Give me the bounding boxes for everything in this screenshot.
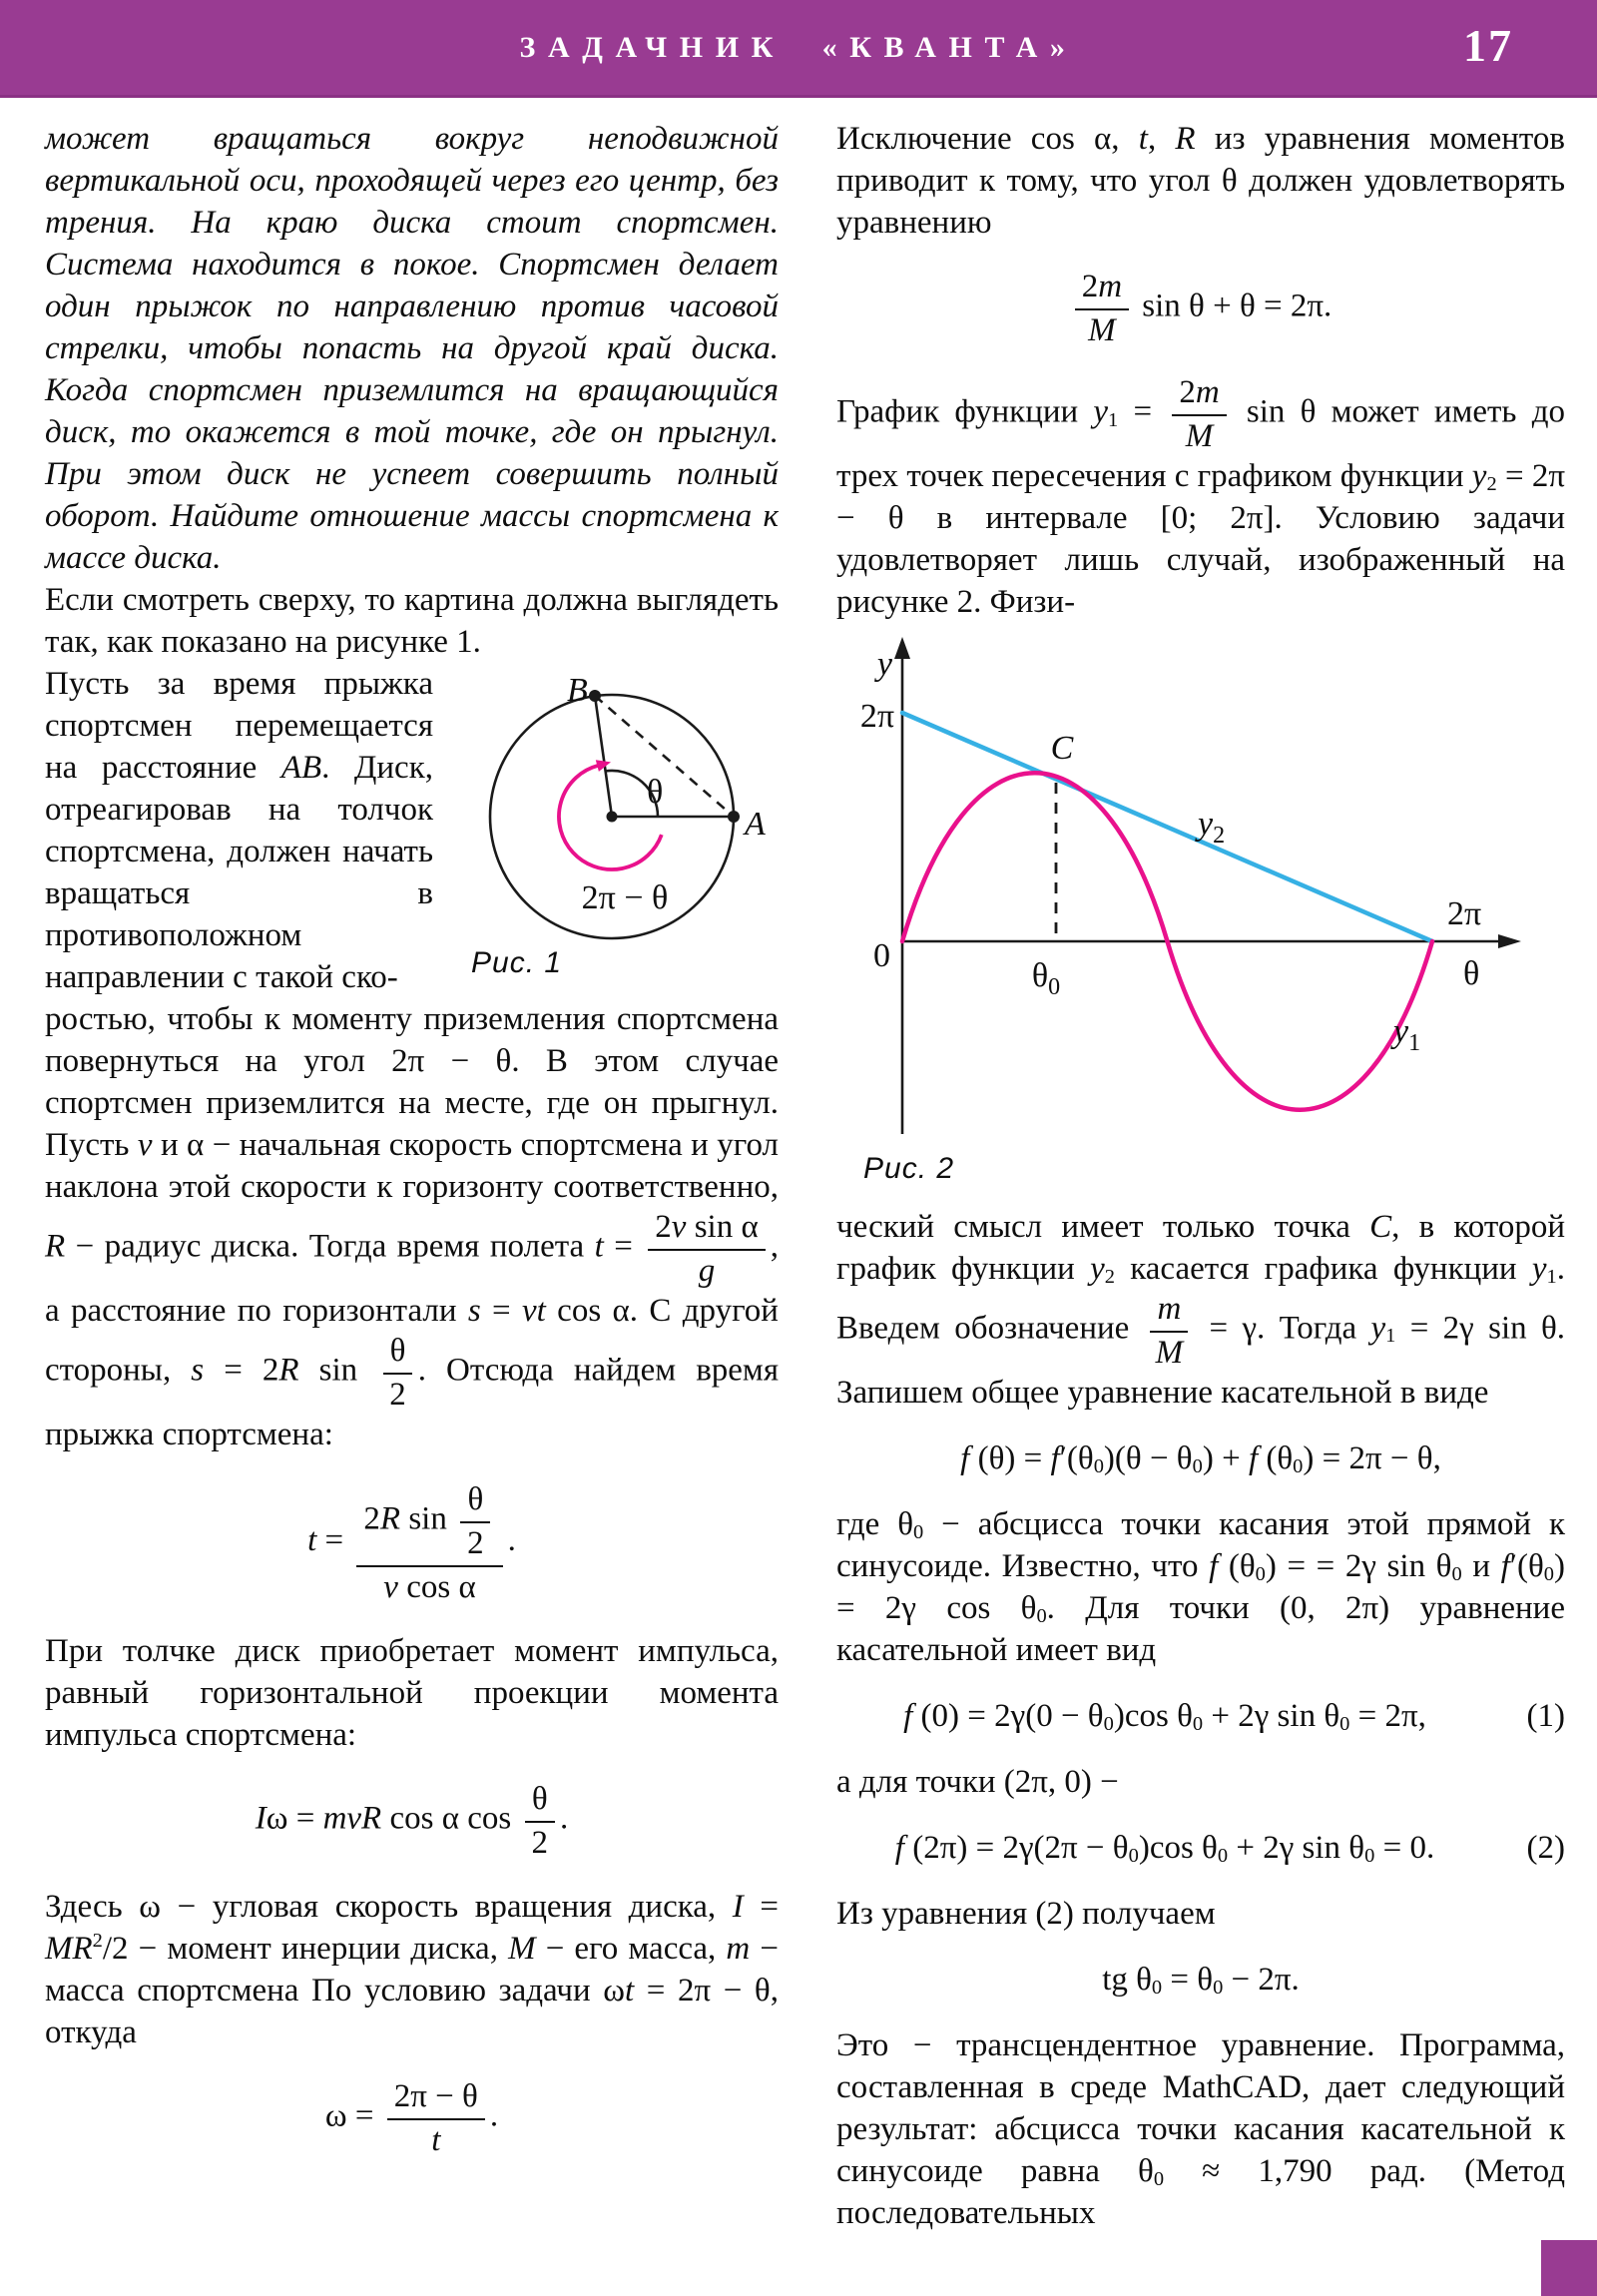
right-column bbox=[836, 118, 1565, 2234]
label-2pi-y: 2π bbox=[859, 697, 894, 735]
paragraph-top-view: Если смотреть сверху, то картина должна выглядеть так, как показано на рисунке 1. bbox=[45, 582, 779, 660]
label-theta: θ bbox=[647, 774, 664, 811]
label-B: B bbox=[567, 672, 588, 709]
paragraph-mathcad-result: Это − трансцендентное уравнение. Программа, составленная в среде MathCAD, дает следующий результат: абсцисса точки касания касательной к синусоиде равна $\theta_0 \approx 1,790$ рад. (Метод последовательных bbox=[836, 2026, 1565, 2231]
label-theta-axis: θ bbox=[1463, 954, 1480, 992]
point-A-dot bbox=[728, 811, 740, 823]
equation-1-body: f $(0) = 2\gamma(0 - \theta_0)\cos$ $\theta_0 + 2\gamma$ $\sin \theta_0 = 2\pi$, bbox=[903, 1697, 1426, 1735]
paragraph-for-point: а для точки (2π, 0) − bbox=[836, 1763, 1119, 1800]
paragraph-tangency: ческий смысл имеет только точка C, в которой график функции $y_2$ касается графика функции $y_1$. Введем обозначение $\frac{m}{M}$ = γ. Тогда $y_1 = 2\gamma$ sin θ. Запишем общее уравнение касательной в виде bbox=[836, 1208, 1566, 1411]
paragraph-graph-intersections: График функции $y_1$ = $\frac{2m}{M}$ sin θ может иметь до трех точек пересечения с графиком функции $y_2 = 2\pi - \theta$ в интервале [0; 2π]. Условию задачи удовлетворяет лишь случай, изображенный на рисунке 2. Физи- bbox=[836, 373, 1565, 620]
label-theta0: $\theta_0$ bbox=[1031, 956, 1061, 1000]
radius-OB bbox=[595, 696, 612, 817]
equation-2-body: f $(2\pi) = 2\gamma(2\pi - \theta_0)\cos$ $\theta_0 + 2\gamma$ $\sin \theta_0 = 0$. bbox=[894, 1829, 1435, 1867]
equation-1-number: (1) bbox=[1526, 1697, 1565, 1734]
label-origin: 0 bbox=[873, 936, 890, 974]
point-B-dot bbox=[589, 690, 601, 702]
line-y2 bbox=[902, 713, 1432, 941]
equation-2-number: (2) bbox=[1526, 1829, 1565, 1866]
paragraph-from-eq2: Из уравнения (2) получаем bbox=[836, 1895, 1216, 1932]
equation-transcendental: tg $\theta_0 = \theta_0 - 2\pi$. bbox=[1102, 1961, 1300, 1999]
equation-angular-momentum: Iω = mvR cos α cos $\frac{\theta}{2}$ . bbox=[255, 1780, 569, 1861]
paragraph-known-derivatives: где $\theta_0$ − абсцисса точки касания этой прямой к синусоиде. Известно, что f $(\theta_0)$ = = 2γ $\sin \theta_0$ и $f'(\theta_0) = 2\gamma$ $\cos \theta_0$. Для точки (0, 2π) уравнение касательной имеет вид bbox=[836, 1505, 1565, 1668]
figure-2-graph bbox=[846, 635, 1545, 1144]
paragraph-elimination: Исключение cos α, t, R из уравнения моментов приводит к тому, что угол θ должен удовлетворять уравнению bbox=[836, 121, 1565, 241]
x-axis-arrow-icon bbox=[1498, 934, 1521, 948]
equation-omega: ω = $\frac{2\pi - \theta}{t}$ . bbox=[324, 2077, 499, 2158]
equation-moments: $\frac{2m}{M}$ sin θ + θ = 2π. bbox=[836, 268, 1565, 349]
page-header bbox=[0, 0, 1597, 98]
label-2pi-x: 2π bbox=[1447, 894, 1482, 932]
center-dot bbox=[607, 812, 618, 823]
figure-1 bbox=[449, 665, 779, 986]
chord-BA-dashed bbox=[595, 696, 734, 817]
figure-2 bbox=[836, 635, 1565, 1190]
journal-section-title: ЗАДАЧНИК «КВАНТА» bbox=[519, 31, 1078, 64]
label-y-axis: y bbox=[876, 645, 892, 683]
left-column bbox=[45, 118, 779, 2182]
equation-flight-time: t = 2R sin $\frac{\theta}{2}$ v cos α . bbox=[307, 1480, 516, 1605]
page-corner-mark bbox=[1541, 2240, 1597, 2296]
paragraph-omega-definition: Здесь ω − угловая скорость вращения диска, $I = MR^2/2$ − момент инерции диска, M − его масса, m − масса спортсмена По условию задачи ωt = 2π − θ, откуда bbox=[45, 1888, 779, 2050]
label-C: C bbox=[1050, 729, 1074, 767]
label-angle-2pi-theta: 2π − θ bbox=[581, 879, 669, 916]
paragraph-flight: ростью, чтобы к моменту приземления спортсмена повернуться на угол 2π − θ. В этом случае спортсмен приземлится на месте, где он прыгнул. Пусть v и α − начальная скорость спортсмена и угол наклона этой скорости к горизонту соответственно, R − радиус диска. Тогда время полета t = $\frac{\text{2v sin α}}{g}$ , а расстояние по горизонтали s = vt cos α. С другой стороны, s = 2R sin $\frac{\theta}{2}$ . Отсюда найдем время прыжка спортсмена: bbox=[45, 1001, 779, 1452]
problem-statement: может вращаться вокруг неподвижной вертикальной оси, проходящей через его центр, без трения. На краю диска стоит спортсмен. Система находится в покое. Спортсмен делает один прыжок по направлению против часовой стрелки, чтобы попасть на другой край диска. Когда спортсмен приземлится на вращающийся диск, то окажется в той точке, где он прыгнул. При этом диск не успеет совершить полный оборот. Найдите отношение массы спортсмена к массе диска. bbox=[45, 121, 779, 576]
equation-1 bbox=[836, 1695, 1565, 1737]
figure-1-caption: Рис. 1 bbox=[471, 946, 563, 979]
paragraph-angular-momentum: При толчке диск приобретает момент импульса, равный горизонтальной проекции момента импульса спортсмена: bbox=[45, 1632, 779, 1753]
figure-1-diagram bbox=[449, 665, 779, 950]
equation-2 bbox=[836, 1827, 1565, 1869]
paragraph-jump bbox=[45, 663, 779, 998]
figure-2-caption: Рис. 2 bbox=[863, 1151, 955, 1185]
page-number: 17 bbox=[1463, 20, 1513, 71]
y-axis-arrow-icon bbox=[894, 637, 910, 659]
label-y2: $y_2$ bbox=[1198, 805, 1226, 849]
paragraph-jump-text: Пусть за время прыжка спортсмен перемещается на расстояние AB. Диск, отреагировав на толчок спортсмена, должен начать вращаться в противоположном направлении с такой ско- bbox=[45, 666, 433, 995]
label-y1: $y_1$ bbox=[1393, 1012, 1421, 1056]
equation-tangent-general: f $(\theta) = f'(\theta_0)(\theta - \theta_0) + f$ $(\theta_0) = 2\pi - \theta$, bbox=[960, 1439, 1441, 1477]
label-A: A bbox=[745, 806, 766, 843]
